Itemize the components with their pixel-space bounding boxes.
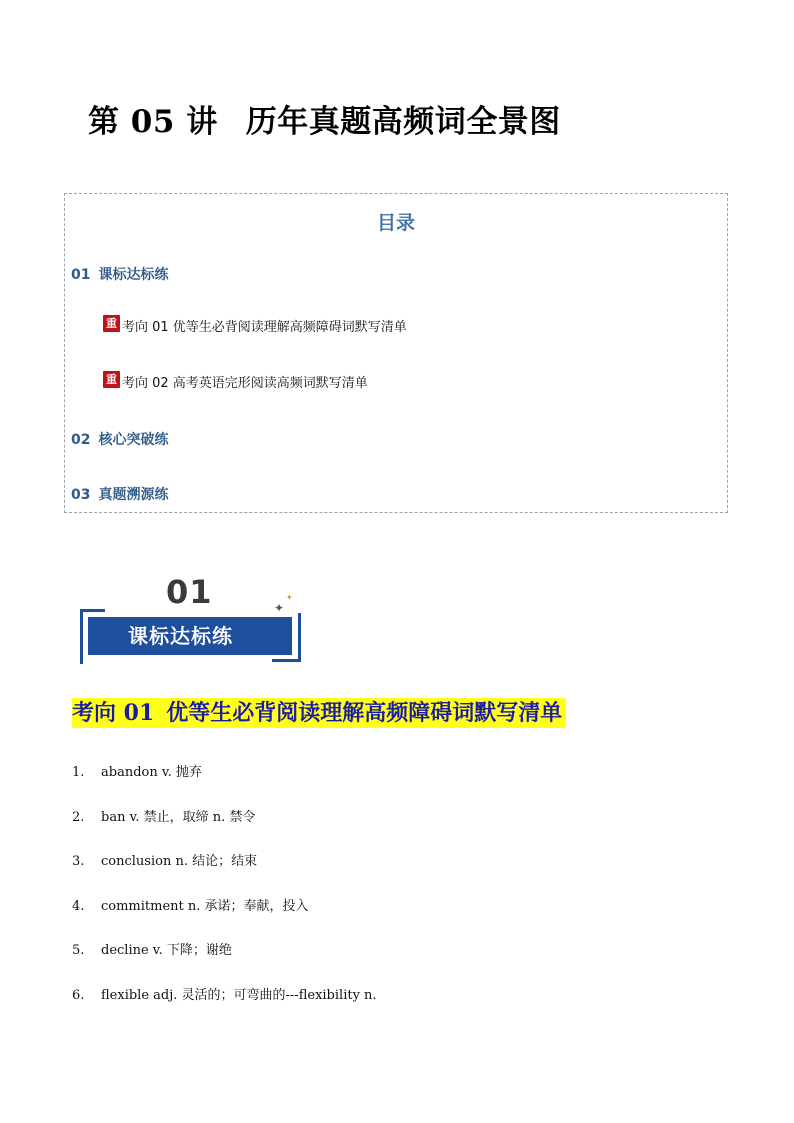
list-item (72, 806, 255, 825)
list-item-index: 4. (72, 899, 85, 914)
list-item-text: flexible adj. 灵活的；可弯曲的---flexibility n. (101, 988, 377, 1003)
banner-label: 课标达标练 (88, 617, 292, 655)
toc-heading: 目录 (376, 212, 415, 234)
section-heading-title: 优等生必背阅读理解高频障碍词默写清单 (166, 700, 563, 726)
toc-section-number: 02 (71, 432, 91, 448)
sparkle-icon: ✦ (286, 593, 293, 602)
section-banner (76, 573, 306, 665)
list-item (72, 850, 257, 869)
important-badge-icon: 重 (103, 315, 120, 332)
list-item (72, 895, 309, 914)
sparkle-icon: ✦ (274, 601, 285, 615)
list-item (72, 939, 232, 958)
list-item-index: 3. (72, 854, 85, 869)
toc-section-label: 核心突破练 (98, 432, 169, 448)
toc-section-label: 真题溯源练 (98, 487, 169, 503)
important-badge-icon: 重 (103, 371, 120, 388)
lecture-title: 历年真题高频词全景图 (245, 104, 561, 140)
toc-section-03[interactable] (71, 484, 168, 504)
toc-subitem-01[interactable] (103, 316, 407, 335)
toc-section-number: 01 (71, 267, 91, 283)
section-heading-lead: 考向 01 (72, 700, 155, 726)
toc-subitem-02[interactable] (103, 372, 368, 391)
list-item-text: conclusion n. 结论；结束 (101, 854, 258, 869)
section-heading (72, 698, 566, 728)
toc-subitem-label: 考向 02 高考英语完形阅读高频词默写清单 (122, 376, 368, 391)
list-item-text: abandon v. 抛弃 (101, 765, 202, 780)
list-item-text: commitment n. 承诺；奉献，投入 (101, 899, 309, 914)
list-item-index: 2. (72, 810, 85, 825)
toc-section-number: 03 (71, 487, 91, 503)
list-item-text: ban v. 禁止，取缔 n. 禁令 (101, 810, 256, 825)
list-item-text: decline v. 下降；谢绝 (101, 943, 232, 958)
toc-section-02[interactable] (71, 429, 168, 449)
page-title (88, 96, 561, 141)
toc-subitem-label: 考向 01 优等生必背阅读理解高频障碍词默写清单 (122, 320, 407, 335)
list-item-index: 1. (72, 765, 85, 780)
list-item-index: 5. (72, 943, 85, 958)
toc-section-01[interactable] (71, 264, 168, 284)
lecture-number: 第 05 讲 (88, 104, 218, 140)
banner-number: 01 (166, 573, 213, 611)
toc-section-label: 课标达标练 (98, 267, 169, 283)
list-item (72, 984, 377, 1003)
list-item-index: 6. (72, 988, 85, 1003)
table-of-contents (64, 193, 728, 513)
list-item (72, 761, 202, 780)
